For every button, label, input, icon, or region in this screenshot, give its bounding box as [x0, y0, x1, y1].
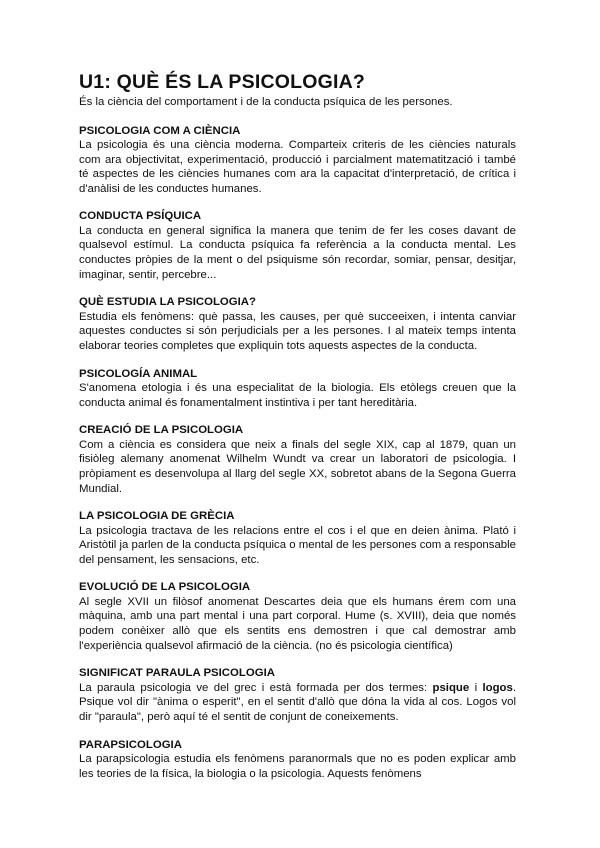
body-text-pre: La paraula psicologia ve del grec i està formada per dos termes: [79, 681, 433, 694]
section-heading: CREACIÓ DE LA PSICOLOGIA [79, 424, 244, 437]
section-heading: CONDUCTA PSÍQUICA [79, 210, 202, 223]
section-body [79, 681, 516, 725]
section-body: La psicologia tractava de les relacions entre el cos i el que en deien ànima. Plató i Aristòtil ja parlen de la conducta psíquica o mental de les persones com a responsable del pensament, les sensacions, etc. [79, 524, 516, 566]
section-parapsicologia [79, 738, 516, 782]
body-text-post: . Psique vol dir "ànima o esperit", en el sentit d'allò que dóna la vida al cos. Logos vol dir "paraula", però aquí té el sentit de conjunt de coneixements. [79, 681, 516, 723]
section-heading: PARAPSICOLOGIA [79, 738, 182, 751]
section-creacio [79, 423, 516, 496]
keyword-psique: psique [432, 681, 470, 694]
section-que-estudia [79, 295, 516, 353]
section-psicologia-com-a-ciencia [79, 124, 516, 197]
section-grecia [79, 509, 516, 567]
section-body: S'anomena etologia i és una especialitat de la biologia. Els etòlegs creuen que la conducta animal és fonamentalment instintiva i per tant hereditària. [79, 382, 516, 409]
section-psicologia-animal [79, 367, 516, 411]
section-evolucio [79, 580, 516, 653]
section-heading: EVOLUCIÓ DE LA PSICOLOGIA [79, 581, 251, 594]
section-significat [79, 666, 516, 724]
section-body: La psicologia és una ciència moderna. Comparteix criteris de les ciències naturals com ara objectivitat, experimentació, producció i parcialment matematització i també té aspectes de les ciències humanes com ara la capacitat d'interpretació, de crítica i d'anàlisi de les conductes humanes. [79, 139, 516, 195]
section-body: Al segle XVII un filòsof anomenat Descartes deia que els humans érem com una màquina, amb una part mental i una part corporal. Hume (s. XVIII), deia que només podem conèixer allò que els sentits ens demostren i que cal demostrar amb l'experiència qualsevol afirmació de la ciència. (no és psicologia científica) [79, 595, 516, 652]
section-body: Estudia els fenòmens: què passa, les causes, per què succeeixen, i intenta canviar aquestes conductes si són perjudicials per a les persones. I al mateix temps intenta elaborar teories completes que expliquin tots aquests aspectes de la conducta. [79, 310, 516, 352]
body-text-mid: i [469, 681, 483, 694]
section-body: La parapsicologia estudia els fenòmens paranormals que no es poden explicar amb les teories de la física, la biologia o la psicologia. Aquests fenòmens [79, 753, 516, 780]
page-subtitle: És la ciència del comportament i de la conducta psíquica de les persones. [79, 96, 453, 108]
section-heading: PSICOLOGIA COM A CIÈNCIA [79, 124, 241, 137]
section-body: La conducta en general significa la manera que tenim de fer les coses davant de qualsevol estímul. La conducta psíquica fa referència a la conducta mental. Les conductes pròpies de la ment o del psiquisme són recordar, somiar, pensar, desitjar, imaginar, sentir, percebre... [79, 224, 516, 281]
section-heading: PSICOLOGÍA ANIMAL [79, 367, 198, 380]
section-heading: SIGNIFICAT PARAULA PSICOLOGIA [79, 667, 275, 680]
section-heading: LA PSICOLOGIA DE GRÈCIA [79, 510, 235, 523]
section-conducta-psiquica [79, 209, 516, 282]
section-body: Com a ciència es considera que neix a finals del segle XIX, cap al 1879, quan un fisiòleg alemany anomenat Wilhelm Wundt va crear un laboratori de psicologia. I pròpiament es desenvolupa al llarg del segle XX, sobretot abans de la Segona Guerra Mundial. [79, 438, 516, 495]
document-page [79, 70, 516, 781]
section-heading: QUÈ ESTUDIA LA PSICOLOGIA? [79, 296, 256, 309]
page-title: U1: QUÈ ÉS LA PSICOLOGIA? [79, 71, 365, 93]
keyword-logos: logos [482, 681, 513, 694]
